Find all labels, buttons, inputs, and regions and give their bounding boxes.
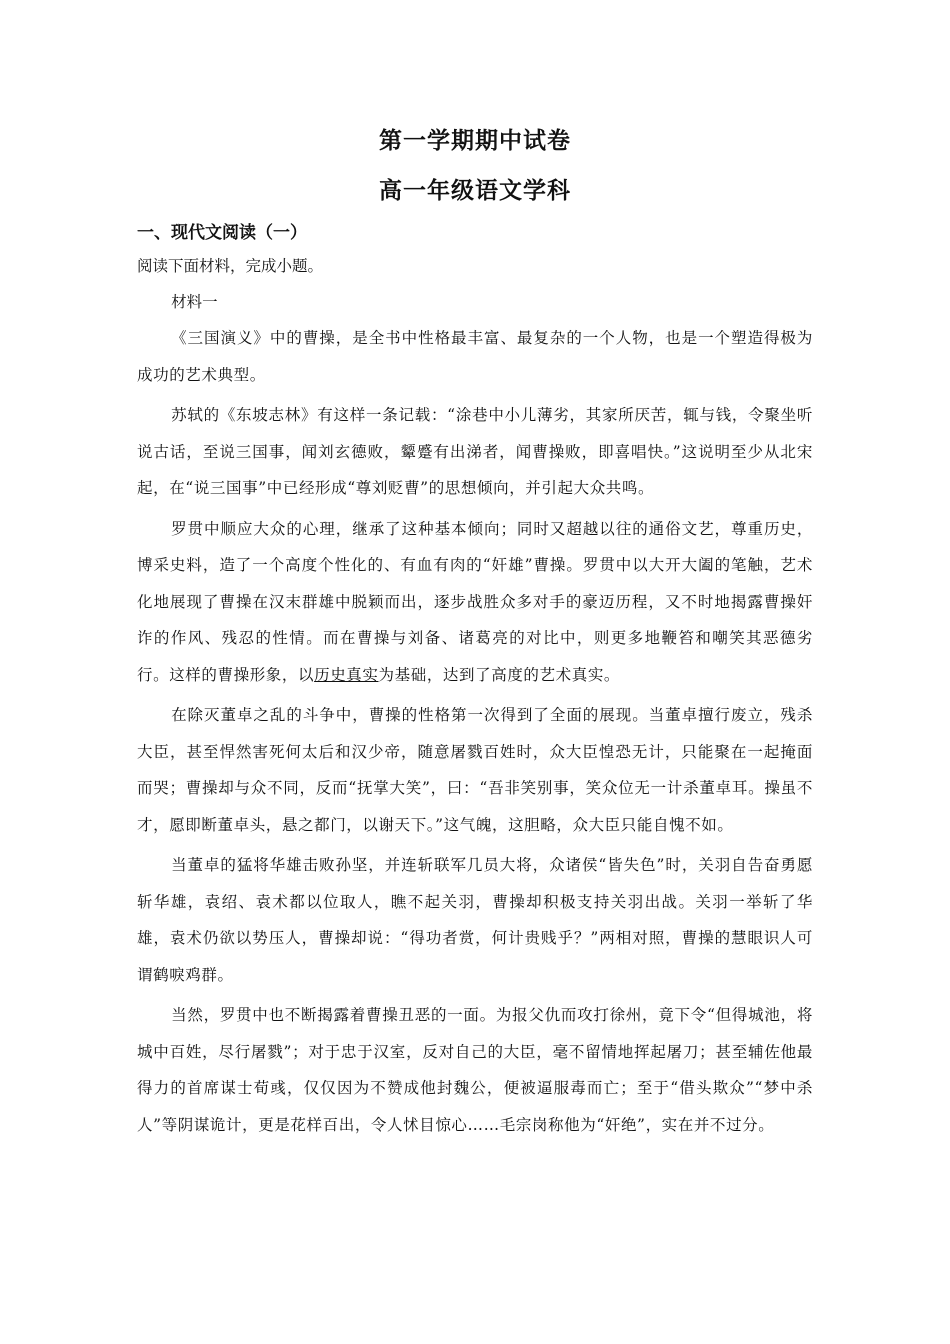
paragraph-6: 当然，罗贯中也不断揭露着曹操丑恶的一面。为报父仇而攻打徐州，竟下令“但得城池，将城中百姓，尽行屠戮”；对于忠于汉室，反对自己的大臣，毫不留情地挥起屠刀；甚至辅佐他最得力的首席谋士荀彧，仅仅因为不赞成他封魏公，便被逼服毒而亡；至于“借头欺众”“梦中杀人”等阴谋诡计，更是花样百出，令人怵目惊心……毛宗岗称他为“奸绝”，实在并不过分。 [137,1006,813,1134]
paragraph-3 [137,511,813,694]
paragraph-4: 在除灭董卓之乱的斗争中，曹操的性格第一次得到了全面的展现。当董卓擅行废立，残杀大臣，甚至悍然害死何太后和汉少帝，随意屠戮百姓时，众大臣惶恐无计，只能聚在一起掩面而哭；曹操却与众不同，反而“抚掌大笑”，曰：“吾非笑别事，笑众位无一计杀董卓耳。操虽不才，愿即断董卓头，悬之都门，以谢天下。”这气魄，这胆略，众大臣只能自愧不如。 [137,706,813,834]
exam-subtitle: 高一年级语文学科 [379,178,571,204]
section-heading: 一、现代文阅读（一） [137,223,307,243]
paragraph-1: 《三国演义》中的曹操，是全书中性格最丰富、最复杂的一个人物，也是一个塑造得极为成功的艺术典型。 [137,329,813,384]
underlined-phrase: 历史真实 [314,665,379,684]
exam-title: 第一学期期中试卷 [379,128,571,154]
paragraph-2: 苏轼的《东坡志林》有这样一条记载：“涂巷中小儿薄劣，其家所厌苦，辄与钱，令聚坐听说古话，至说三国事，闻刘玄德败，颦蹙有出涕者，闻曹操败，即喜唱快。”这说明至少从北宋起，在“说三国事”中已经形成“尊刘贬曹”的思想倾向，并引起大众共鸣。 [137,406,813,497]
paragraph-3-text-before: 罗贯中顺应大众的心理，继承了这种基本倾向；同时又超越以往的通俗文艺，尊重历史，博采史料，造了一个高度个性化的、有血有肉的“奸雄”曹操。罗贯中以大开大阖的笔触，艺术化地展现了曹操在汉末群雄中脱颖而出，逐步战胜众多对手的豪迈历程，又不时地揭露曹操奸诈的作风、残忍的性情。而在曹操与刘备、诸葛亮的对比中，则更多地鞭笞和嘲笑其恶德劣行。这样的曹操形象，以 [137,519,813,684]
exam-page [137,118,813,1143]
material-label: 材料一 [171,293,218,311]
paragraph-3-text-after: 为基础，达到了高度的艺术真实。 [378,665,621,684]
paragraph-5: 当董卓的猛将华雄击败孙坚，并连斩联军几员大将，众诸侯“皆失色”时，关羽自告奋勇愿斩华雄，袁绍、袁术都以位取人，瞧不起关羽，曹操却积极支持关羽出战。关羽一举斩了华雄，袁术仍欲以势压人，曹操却说：“得功者赏，何计贵贱乎？”两相对照，曹操的慧眼识人可谓鹤唳鸡群。 [137,856,813,984]
reading-instruction: 阅读下面材料，完成小题。 [137,257,324,275]
